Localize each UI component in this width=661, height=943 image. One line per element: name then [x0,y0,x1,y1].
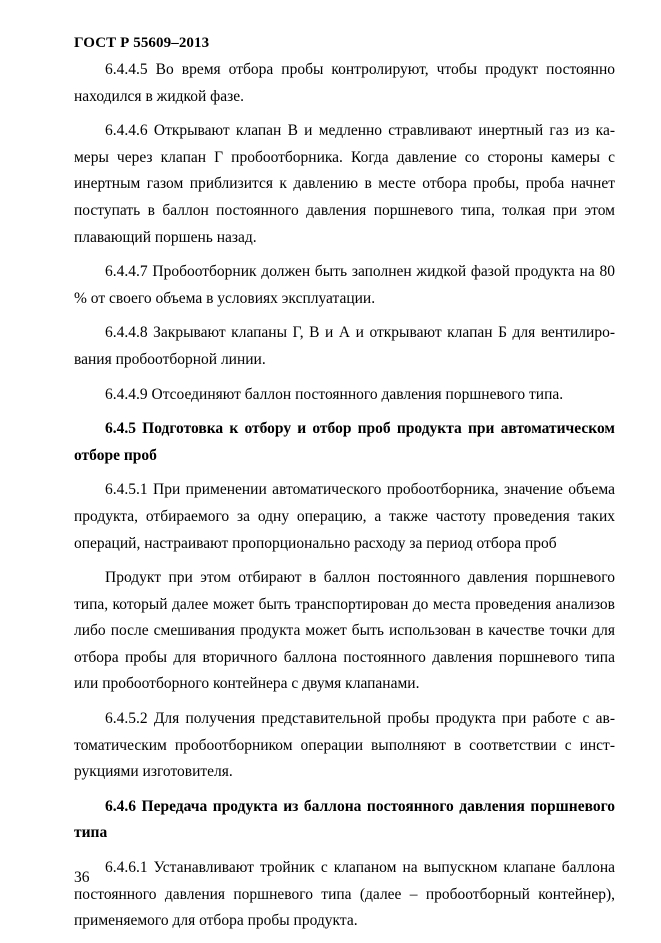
paragraph-6-4-5-2: 6.4.5.2 Для получения представительной пробы продукта при работе с автоматическим пробоотборником операции выполняют в соответствии с инструкциями изготовителя. [74,710,615,781]
paragraph-6-4-4-8: 6.4.4.8 Закрывают клапаны Г, В и А и открывают клапан Б для вентилирования пробоотборной линии. [74,324,615,368]
paragraph-6-4-4-5: 6.4.4.5 Во время отбора пробы контролируют, чтобы продукт постоянно находился в жидкой фазе. [74,61,615,105]
paragraph-product-selection: Продукт при этом отбирают в баллон постоянного давления поршневого типа, который далее может быть транспортирован до места проведения анализов либо после смешивания продукта может быть использован в качестве точки для отбора пробы для вторичного баллона постоянного давления поршневого типа или пробоотборного контейнера с двумя клапанами. [74,569,615,693]
paragraph-6-4-6-1: 6.4.6.1 Устанавливают тройник с клапаном на выпускном клапане баллона постоянного давления поршневого типа (далее – пробоотборный контейнер), применяемого для отбора пробы продукта. [74,859,615,930]
page-number: 36 [74,869,90,886]
document-header: ГОСТ Р 55609–2013 [74,35,210,51]
section-heading-6-4-6: 6.4.6 Передача продукта из баллона постоянного давления поршневого типа [74,797,615,842]
paragraph-6-4-5-1: 6.4.5.1 При применении автоматического пробоотборника, значение объема продукта, отбираемого за одну операцию, а также частоту проведения таких операций, настраивают пропорционально расходу за период отбора проб [74,481,615,552]
paragraph-6-4-4-6: 6.4.4.6 Открывают клапан В и медленно стравливают инертный газ из камеры через клапан Г пробоотборника. Когда давление со стороны камеры с инертным газом приблизится к давлению в месте отбора пробы, проба начнет поступать в баллон постоянного давления поршневого типа, толкая при этом плавающий поршень назад. [74,122,615,246]
document-body [74,57,615,943]
paragraph-6-4-4-9: 6.4.4.9 Отсоединяют баллон постоянного давления поршневого типа. [105,385,564,403]
paragraph-6-4-4-7: 6.4.4.7 Пробоотборник должен быть заполнен жидкой фазой продукта на 80 % от своего объема в условиях эксплуатации. [74,263,615,307]
section-heading-6-4-5: 6.4.5 Подготовка к отбору и отбор проб продукта при автоматическом отборе проб [74,420,615,464]
